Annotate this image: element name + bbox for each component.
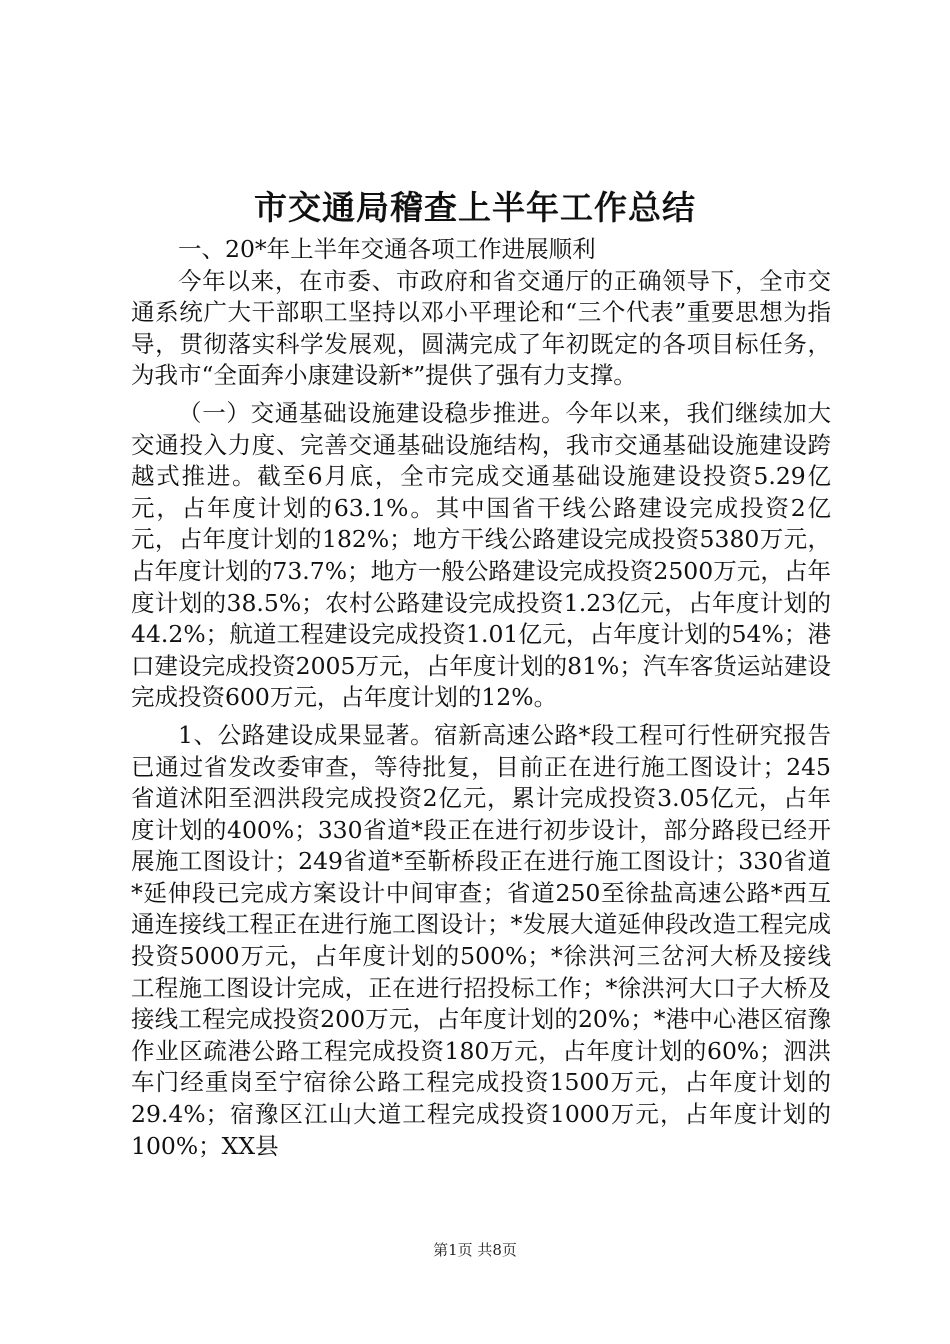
- page-footer: 第1页 共8页: [433, 1241, 517, 1259]
- section-heading: 一、20*年上半年交通各项工作进展顺利: [178, 235, 596, 263]
- document-title: 市交通局稽查上半年工作总结: [254, 188, 696, 227]
- paragraph-infrastructure: （一）交通基础设施建设稳步推进。今年以来，我们继续加大交通投入力度、完善交通基础设施结构，我市交通基础设施建设跨越式推进。截至6月底，全市完成交通基础设施建设投资5.29亿元，占年度计划的63.1%。其中国省干线公路建设完成投资2亿元，占年度计划的182%；地方干线公路建设完成投资5380万元，占年度计划的73.7%；地方一般公路建设完成投资2500万元，占年度计划的38.5%；农村公路建设完成投资1.23亿元，占年度计划的44.2%；航道工程建设完成投资1.01亿元，占年度计划的54%；港口建设完成投资2005万元，占年度计划的81%；汽车客货运站建设完成投资600万元，占年度计划的12%。: [131, 398, 831, 712]
- document-body: [131, 234, 831, 1162]
- paragraph-highway: 1、公路建设成果显著。宿新高速公路*段工程可行性研究报告已通过省发改委审查，等待批复，目前正在进行施工图设计；245省道沭阳至泗洪段完成投资2亿元，累计完成投资3.05亿元，占年度计划的400%；330省道*段正在进行初步设计，部分路段已经开展施工图设计；249省道*至靳桥段正在进行施工图设计；330省道*延伸段已完成方案设计中间审查；省道250至徐盐高速公路*西互通连接线工程正在进行施工图设计；*发展大道延伸段改造工程完成投资5000万元，占年度计划的500%；*徐洪河三岔河大桥及接线工程施工图设计完成，正在进行招投标工作；*徐洪河大口子大桥及接线工程完成投资200万元，占年度计划的20%；*港中心港区宿豫作业区疏港公路工程完成投资180万元，占年度计划的60%；泗洪车门经重岗至宁宿徐公路工程完成投资1500万元，占年度计划的29.4%；宿豫区江山大道工程完成投资1000万元，占年度计划的100%；XX县: [131, 720, 831, 1160]
- paragraph-intro: 今年以来，在市委、市政府和省交通厅的正确领导下，全市交通系统广大干部职工坚持以邓小平理论和“三个代表”重要思想为指导，贯彻落实科学发展观，圆满完成了年初既定的各项目标任务，为我市“全面奔小康建设新*”提供了强有力支撑。: [131, 266, 831, 390]
